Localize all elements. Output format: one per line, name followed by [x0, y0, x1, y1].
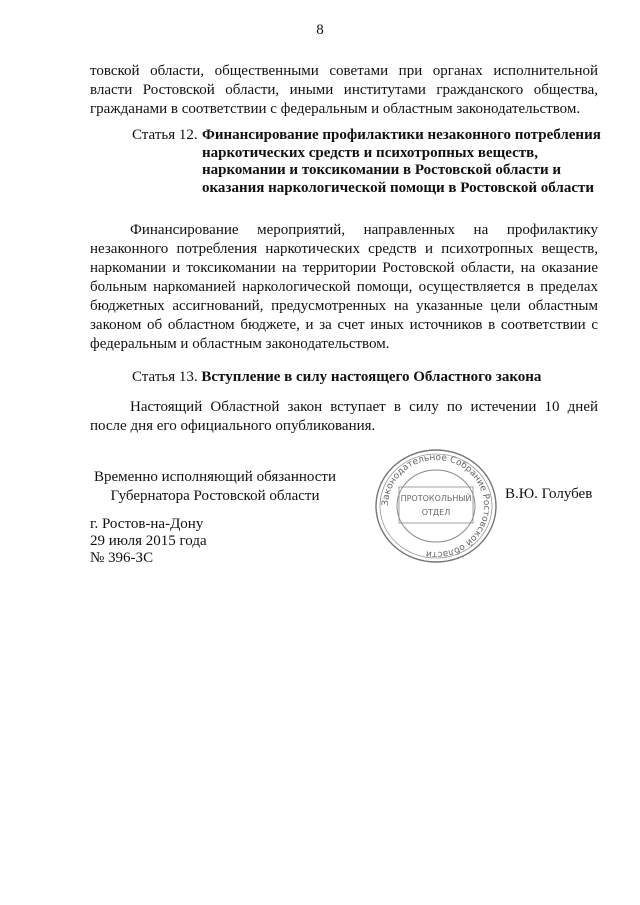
article-13-title: Вступление в силу настоящего Областного закона [201, 369, 542, 385]
article-13-heading [132, 369, 541, 386]
place-date-block [90, 516, 207, 567]
law-number: № 396-ЗС [90, 550, 154, 566]
article-13-body: Настоящий Областной закон вступает в силу по истечении 10 дней после дня его официального опубликования. [90, 399, 598, 434]
stamp-center-line2: ОТДЕЛ [421, 508, 451, 517]
seal-stamp [372, 447, 500, 565]
signer-position-line1: Временно исполняющий обязанности [93, 469, 336, 485]
article-12-number: Статья 12. [132, 127, 198, 143]
page-number: 8 [316, 22, 324, 38]
signer-position [90, 468, 340, 506]
date: 29 июля 2015 года [90, 533, 207, 549]
signer-name: В.Ю. Голубев [505, 486, 593, 502]
stamp-center-line1: ПРОТОКОЛЬНЫЙ [400, 494, 472, 503]
stamp-ring-text: Законодательное Собрание Ростовской области [380, 452, 492, 560]
signer-position-line2: Губернатора Ростовской области [110, 488, 320, 504]
article-13-number: Статья 13. [132, 369, 198, 385]
city: г. Ростов-на-Дону [90, 516, 204, 532]
article-12-title: Финансирование профилактики незаконного потребления наркотических средств и психотропных веществ, наркомании и токсикомании в Ростовской области и оказания наркологической помощи в Ростовской области [202, 127, 601, 196]
continuation-paragraph: товской области, общественными советами при органах исполнительной власти Ростовской области, иными институтами гражданского общества, гражданами в соответствии с федеральным и областным законодательством. [90, 63, 598, 117]
article-12-body: Финансирование мероприятий, направленных на профилактику незаконного потребления наркотических средств и психотропных веществ, наркомании и токсикомании на территории Ростовской области, на оказание больным наркоманией наркологической помощи, осуществляется в пределах бюджетных ассигнований, предусмотренных на указанные цели областным законом об областном бюджете, и за счет иных источников в соответствии с федеральным и областным законодательством. [90, 222, 598, 352]
